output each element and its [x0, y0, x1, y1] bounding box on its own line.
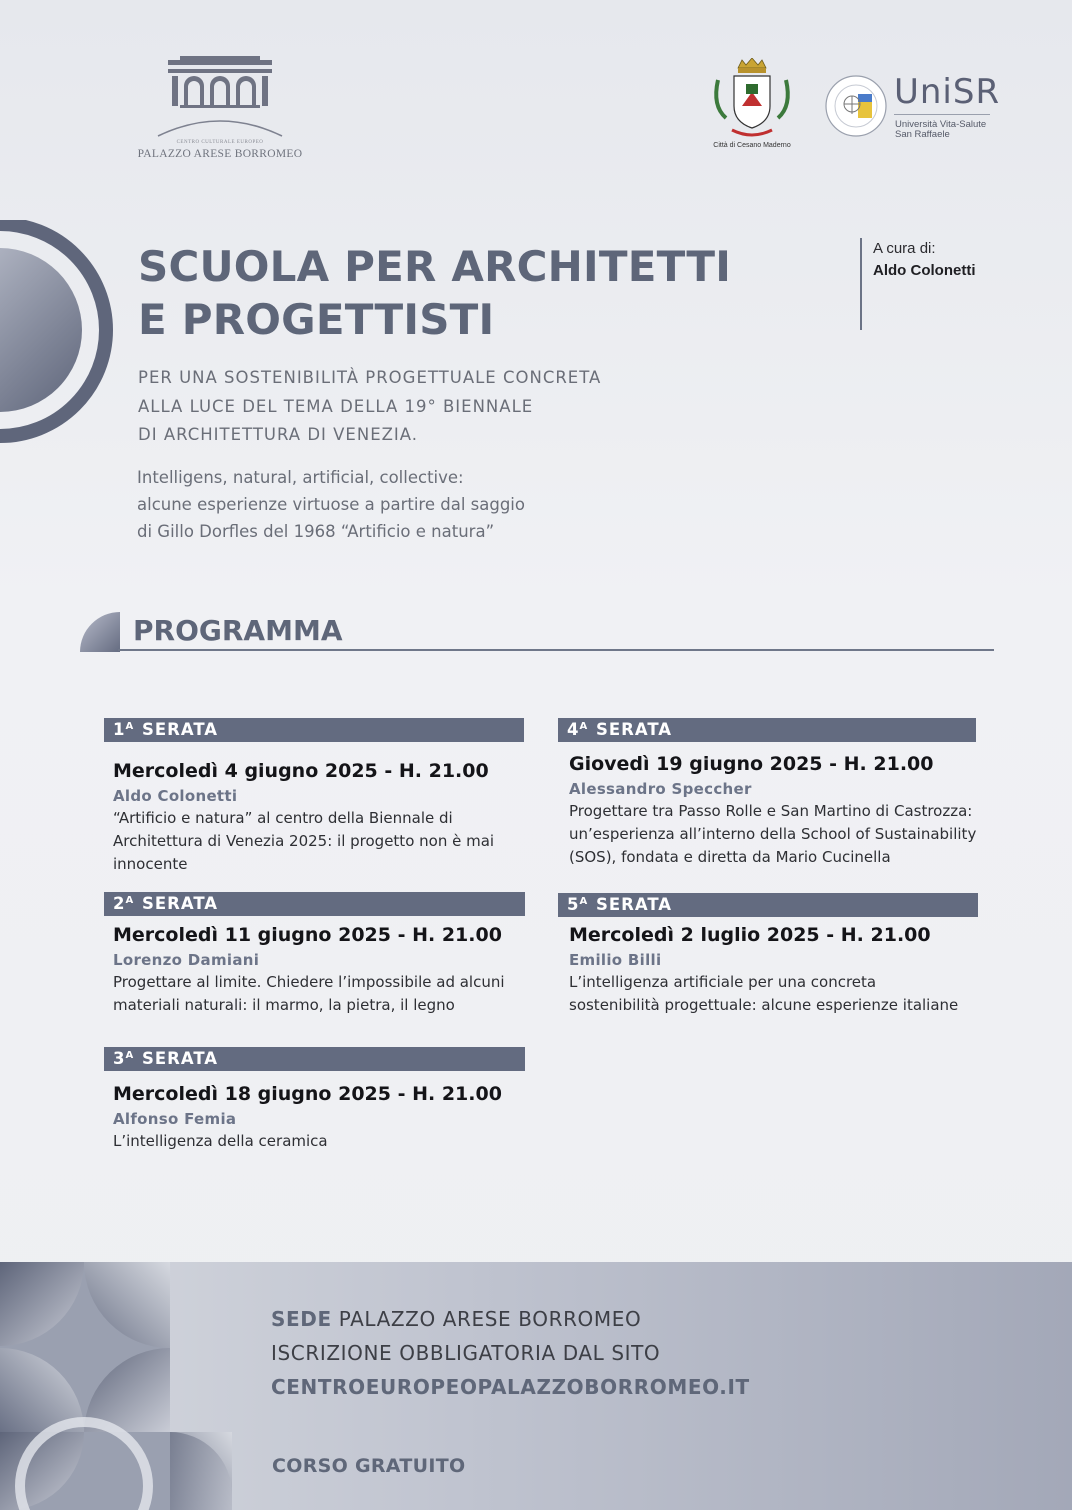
palazzo-arese-borromeo-logo: [136, 52, 304, 164]
title-line-1: SCUOLA PER ARCHITETTI: [138, 242, 732, 291]
serata-1-date: Mercoledì 4 giugno 2025 - H. 21.00: [113, 760, 489, 782]
desc-line: L’intelligenza artificiale per una concreta: [569, 973, 877, 991]
footer-website-link[interactable]: CENTROEUROPEOPALAZZOBORROMEO.IT: [271, 1375, 750, 1399]
serata-ordinal: A: [125, 721, 134, 732]
page-title: [138, 240, 778, 346]
desc-line: Progettare al limite. Chiedere l’impossibile ad alcuni: [113, 973, 505, 991]
desc-line: materiali naturali: il marmo, la pietra, il legno: [113, 996, 455, 1014]
serata-ordinal: A: [125, 1050, 134, 1061]
subtitle: [138, 364, 658, 450]
serata-number: 1: [113, 720, 126, 739]
serata-number: 4: [567, 720, 580, 739]
serata-1-bar: [104, 718, 524, 742]
serata-5-date: Mercoledì 2 luglio 2025 - H. 21.00: [569, 924, 931, 946]
footer-sede: [271, 1302, 750, 1336]
unisr-line1: Università Vita-Salute: [895, 119, 987, 130]
desc-line: sostenibilità progettuale: alcune esperienze italiane: [569, 996, 959, 1014]
serata-4-date: Giovedì 19 giugno 2025 - H. 21.00: [569, 753, 934, 775]
serata-label: SERATA: [595, 720, 673, 739]
intro-line: di Gillo Dorfles del 1968 “Artificio e natura”: [137, 522, 495, 541]
serata-4-description: [569, 800, 999, 869]
unisr-line2: San Raffaele: [895, 129, 950, 140]
intro-line: Intelligens, natural, artificial, collective:: [137, 468, 464, 487]
serata-number: 2: [113, 894, 126, 913]
footer-geometric-pattern: [0, 1262, 240, 1510]
intro-text: [137, 464, 657, 545]
unisr-logo: [824, 70, 1001, 142]
desc-line: Progettare tra Passo Rolle e San Martino di Castrozza:: [569, 802, 973, 820]
serata-3-description: [113, 1130, 533, 1153]
serata-5-speaker: Emilio Billi: [569, 951, 662, 969]
serata-2: [104, 892, 525, 1014]
serata-label: SERATA: [141, 720, 219, 739]
footer-info: [271, 1302, 750, 1404]
desc-line: (SOS), fondata e diretta da Mario Cucinella: [569, 848, 891, 866]
serata-label: SERATA: [141, 1049, 219, 1068]
coat-of-arms-icon: [706, 58, 798, 140]
cesano-maderno-crest: [706, 58, 798, 154]
cesano-crest-caption: Città di Cesano Maderno: [713, 142, 791, 149]
intro-line: alcune esperienze virtuose a partire dal saggio: [137, 495, 525, 514]
serata-ordinal: A: [579, 721, 588, 732]
serata-1-description: [113, 807, 533, 876]
serata-5: [558, 893, 978, 1014]
programma-rule: [118, 649, 994, 651]
serata-ordinal: A: [125, 895, 134, 906]
footer-iscrizione: ISCRIZIONE OBBLIGATORIA DAL SITO: [271, 1341, 661, 1365]
serata-label: SERATA: [141, 894, 219, 913]
subtitle-line: DI ARCHITETTURA DI VENEZIA.: [138, 425, 419, 444]
programma-decoration: [80, 612, 120, 652]
palazzo-building-icon: [136, 52, 304, 140]
unisr-wordmark: UniSR: [894, 72, 1001, 112]
serata-3-date: Mercoledì 18 giugno 2025 - H. 21.00: [113, 1083, 502, 1105]
serata-3-bar: [104, 1047, 525, 1071]
curator-label: A cura di:: [873, 240, 936, 257]
subtitle-line: PER UNA SOSTENIBILITÀ PROGETTUALE CONCRETA: [138, 368, 602, 387]
serata-4-bar: [558, 718, 976, 742]
serata-number: 3: [113, 1049, 126, 1068]
serata-3-speaker: Alfonso Femia: [113, 1110, 237, 1128]
serata-1: [104, 718, 524, 873]
serata-2-speaker: Lorenzo Damiani: [113, 951, 260, 969]
desc-line: innocente: [113, 855, 188, 873]
serata-2-description: [113, 971, 533, 1017]
serata-ordinal: A: [579, 896, 588, 907]
desc-line: Architettura di Venezia 2025: il progetto non è mai: [113, 832, 495, 850]
unisr-divider: [894, 114, 990, 115]
serata-label: SERATA: [595, 895, 673, 914]
serata-3: [104, 1047, 525, 1150]
curator-divider: [860, 238, 862, 330]
serata-2-bar: [104, 892, 525, 916]
sede-label: SEDE: [271, 1307, 332, 1331]
serata-5-bar: [558, 893, 978, 917]
corso-gratuito: CORSO GRATUITO: [272, 1455, 466, 1477]
desc-line: un’esperienza all’interno della School of Sustainability: [569, 825, 977, 843]
curator-name: Aldo Colonetti: [873, 262, 976, 279]
programma-heading: PROGRAMMA: [133, 614, 343, 647]
serata-2-date: Mercoledì 11 giugno 2025 - H. 21.00: [113, 924, 502, 946]
palazzo-logo-name: PALAZZO ARESE BORROMEO: [137, 148, 303, 160]
decorative-circle: [0, 220, 116, 444]
serata-4: [558, 718, 977, 866]
palazzo-logo-subtext: CENTRO CULTURALE EUROPEO: [176, 140, 264, 145]
serata-4-speaker: Alessandro Speccher: [569, 780, 752, 798]
sede-value: PALAZZO ARESE BORROMEO: [338, 1307, 642, 1331]
unisr-seal-icon: [824, 74, 888, 138]
subtitle-line: ALLA LUCE DEL TEMA DELLA 19° BIENNALE: [138, 396, 534, 416]
serata-5-description: [569, 971, 989, 1017]
desc-line: L’intelligenza della ceramica: [113, 1132, 328, 1150]
serata-number: 5: [567, 895, 580, 914]
serata-1-speaker: Aldo Colonetti: [113, 787, 238, 805]
desc-line: “Artificio e natura” al centro della Biennale di: [113, 809, 453, 827]
title-line-2: E PROGETTISTI: [138, 295, 495, 344]
